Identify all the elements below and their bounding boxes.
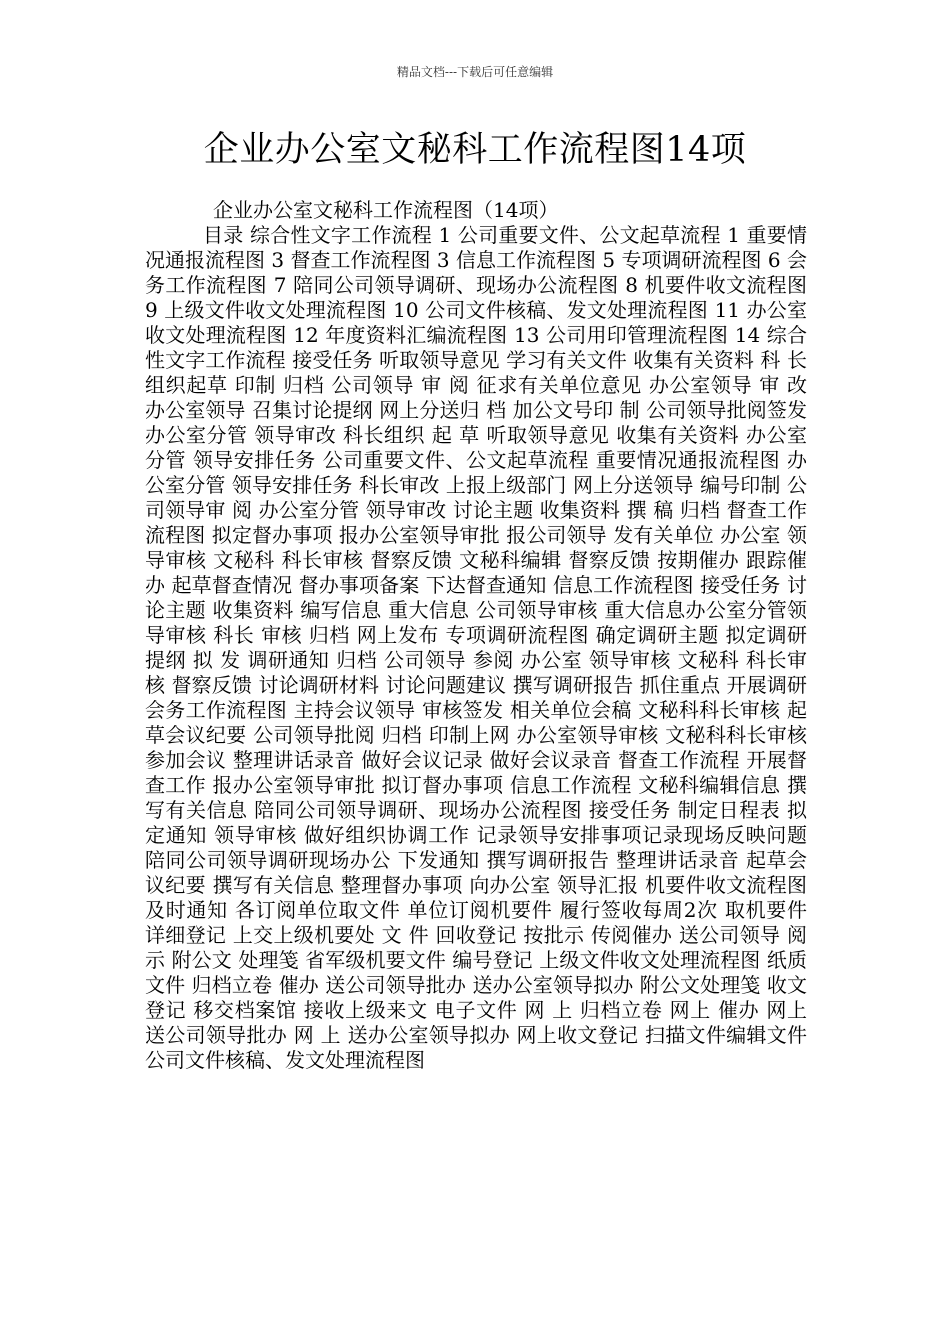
document-content: 目录 综合性文字工作流程 1 公司重要文件、公文起草流程 1 重要情况通报流程图 3 督查工作流程图 3 信息工作流程图 5 专项调研流程图 6 会务工作流程图 7 陪同公司领导调研、现场办公流程图 8 机要件收文流程图 9 上级文件收文处理流程图 10 公司文件核稿、发文处理流程图 11 办公室收文处理流程图 12 年度资料汇编流程图 13 公司用印管理流程图 14 综合性文字工作流程 接受任务 听取领导意见 学习有关文件 收集有关资料 科 长 组织起草 印制 归档 公司领导 审 阅 征求有关单位意见 办公室领导 审 改 办公室领导 召集讨论提纲 网上分送归 档 加公文号印 制 公司领导批阅签发 办公室分管 领导审改 科长组织 起 草 听取领导意见 收集有关资料 办公室分管 领导安排任务 公司重要文件、公文起草流程 重要情况通报流程图 办公室分管 领导安排任务 科长审改 上报上级部门 网上分送领导 编号印制 公司领导审 阅 办公室分管 领导审改 讨论主题 收集资料 撰 稿 归档 督查工作流程图 拟定督办事项 报办公室领导审批 报公司领导 发有关单位 办公室 领导审核 文秘科 科长审核 督察反馈 文秘科编辑 督察反馈 按期催办 跟踪催办 起草督查情况 督办事项备案 下达督查通知 信息工作流程图 接受任务 讨论主题 收集资料 编写信息 重大信息 公司领导审核 重大信息办公室分管领导审核 科长 审核 归档 网上发布 专项调研流程图 确定调研主题 拟定调研提纲 拟 发 调研通知 归档 公司领导 参阅 办公室 领导审核 文秘科 科长审核 督察反馈 讨论调研材料 讨论问题建议 撰写调研报告 抓住重点 开展调研 会务工作流程图 主持会议领导 审核签发 相关单位会稿 文秘科科长审核 起草会议纪要 公司领导批阅 归档 印制上网 办公室领导审核 文秘科科长审核 参加会议 整理讲话录音 做好会议记录 做好会议录音 督查工作流程 开展督查工作 报办公室领导审批 拟订督办事项 信息工作流程 文秘科编辑信息 撰写有关信息 陪同公司领导调研、现场办公流程图 接受任务 制定日程表 拟定通知 领导审核 做好组织协调工作 记录领导安排事项记录现场反映问题 陪同公司领导调研现场办公 下发通知 撰写调研报告 整理讲话录音 起草会议纪要 撰写有关信息 整理督办事项 向办公室 领导汇报 机要件收文流程图 及时通知 各订阅单位取文件 单位订阅机要件 履行签收每周2次 取机要件 详细登记 上交上级机要处 文 件 回收登记 按批示 传阅催办 送公司领导 阅 示 附公文 处理笺 省军级机要文件 编号登记 上级文件收文处理流程图 纸质文件 归档立卷 催办 送公司领导批办 送办公室领导拟办 附公文处理笺 收文登记 移交档案馆 接收上级来文 电子文件 网 上 归档立卷 网上 催办 网上 送公司领导批办 网 上 送办公室领导拟办 网上收文登记 扫描文件编辑文件 公司文件核稿、发文处理流程图 [145,223,807,1072]
header-text: 精品文档---下载后可任意编辑 [396,65,554,79]
document-subtitle: 企业办公室文秘科工作流程图（14项） [213,198,559,222]
document-title: 企业办公室文秘科工作流程图14项 [203,130,747,170]
document-body [145,198,807,1073]
page-header [0,64,950,80]
